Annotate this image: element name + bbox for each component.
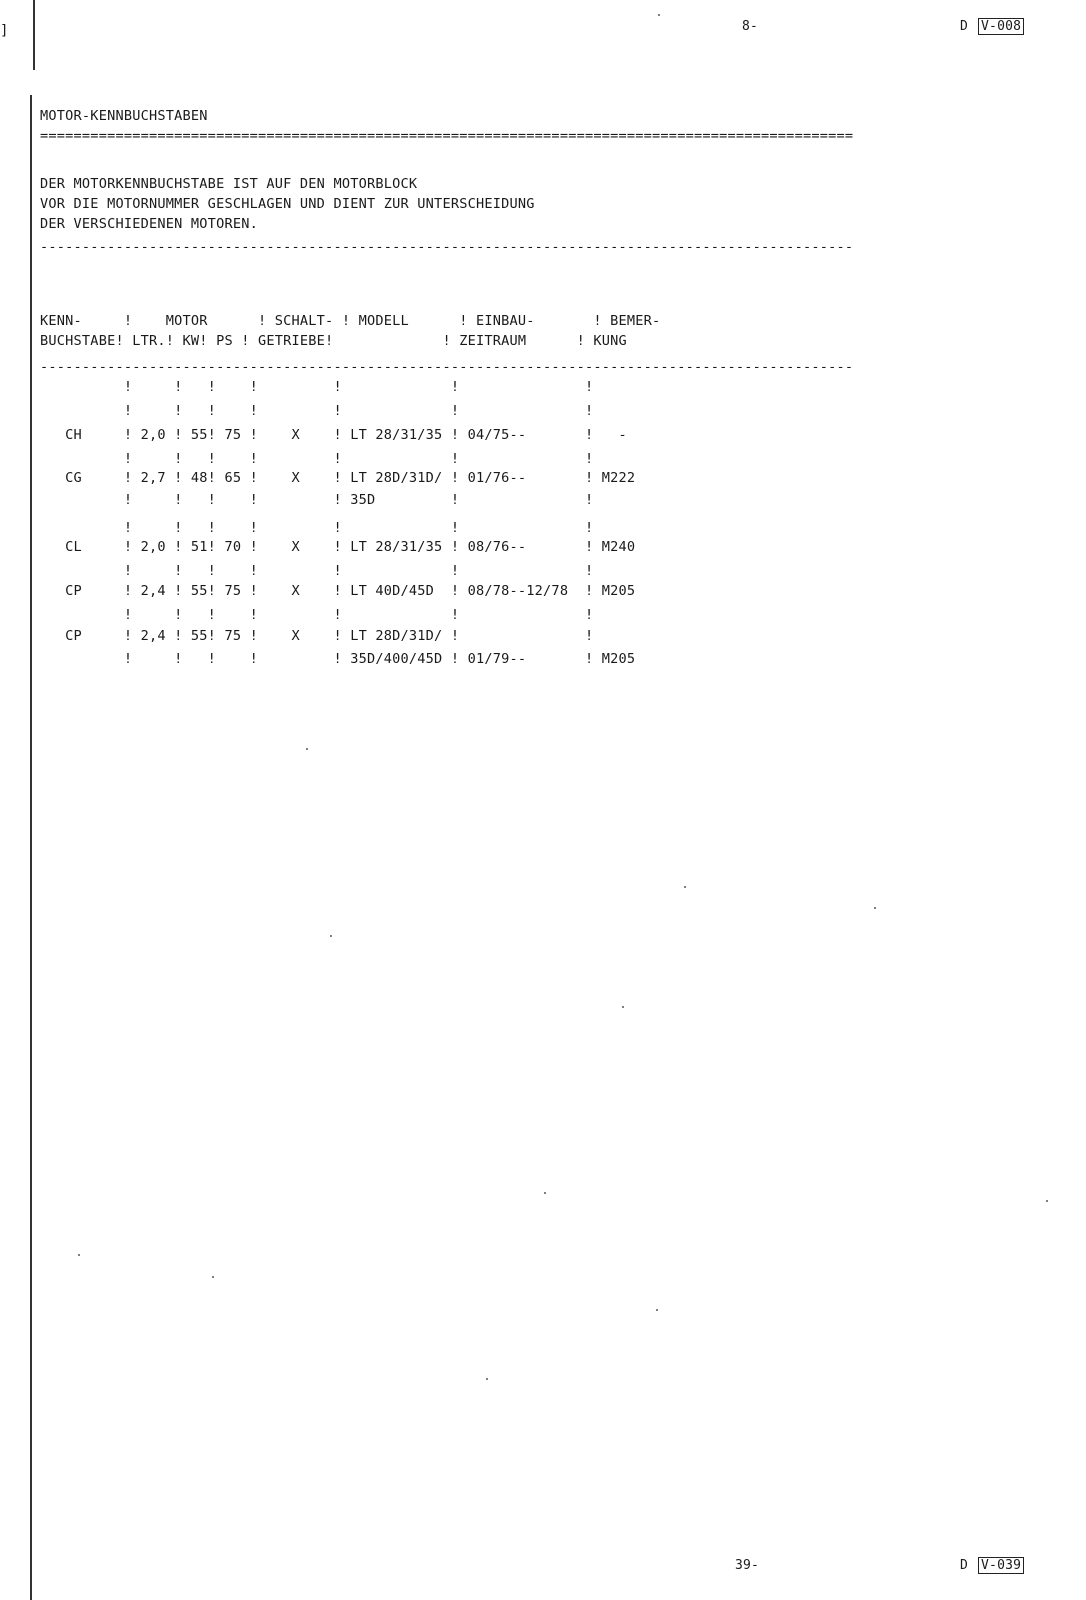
table-row: CG ! 2,7 ! 48! 65 ! X ! LT 28D/31D/ ! 01/76-- ! M222 [40,470,636,486]
intro-line-1: DER MOTORKENNBUCHSTABE IST AUF DEN MOTORBLOCK [40,176,418,192]
header-doc-ref [960,18,1024,36]
table-header-row-2: BUCHSTABE! LTR.! KW! PS ! GETRIEBE! ! ZEITRAUM ! KUNG [40,333,627,349]
margin-line [30,95,32,1600]
table-row: ! ! ! ! ! 35D/400/45D ! 01/79-- ! M205 [40,651,636,667]
table-row: CP ! 2,4 ! 55! 75 ! X ! LT 28D/31D/ ! ! [40,628,594,644]
intro-line-2: VOR DIE MOTORNUMMER GESCHLAGEN UND DIENT ZUR UNTERSCHEIDUNG [40,196,535,212]
table-row: CL ! 2,0 ! 51! 70 ! X ! LT 28/31/35 ! 08/76-- ! M240 [40,539,636,555]
dash-rule-top: ------------------------------------------------------------------------------------------------- [40,239,854,255]
table-row: ! ! ! ! ! ! ! [40,379,594,395]
footer-doc-ref [960,1557,1024,1575]
binding-bracket: ] [0,23,9,39]
table-row: ! ! ! ! ! ! ! [40,403,594,419]
header-doc-code: V-008 [978,18,1024,35]
table-row: ! ! ! ! ! ! ! [40,451,594,467]
footer-doc-letter: D [960,1558,969,1573]
table-row: CH ! 2,0 ! 55! 75 ! X ! LT 28/31/35 ! 04/75-- ! - [40,427,627,443]
double-rule: ================================================================================================= [40,128,854,144]
table-header-row-1: KENN- ! MOTOR ! SCHALT- ! MODELL ! EINBAU- ! BEMER- [40,313,661,329]
intro-line-3: DER VERSCHIEDENEN MOTOREN. [40,216,258,232]
margin-line-top [33,0,35,70]
dash-rule-header: ------------------------------------------------------------------------------------------------- [40,359,854,375]
table-row: ! ! ! ! ! ! ! [40,520,594,536]
table-row: ! ! ! ! ! 35D ! ! [40,492,594,508]
table-row: ! ! ! ! ! ! ! [40,607,594,623]
footer-doc-code: V-039 [978,1557,1024,1574]
footer-page-number: 39- [735,1558,760,1573]
header-doc-letter: D [960,19,969,34]
header-page-number: 8- [742,19,759,34]
table-row: ! ! ! ! ! ! ! [40,563,594,579]
page-title: MOTOR-KENNBUCHSTABEN [40,108,208,124]
table-row: CP ! 2,4 ! 55! 75 ! X ! LT 40D/45D ! 08/78--12/78 ! M205 [40,583,636,599]
